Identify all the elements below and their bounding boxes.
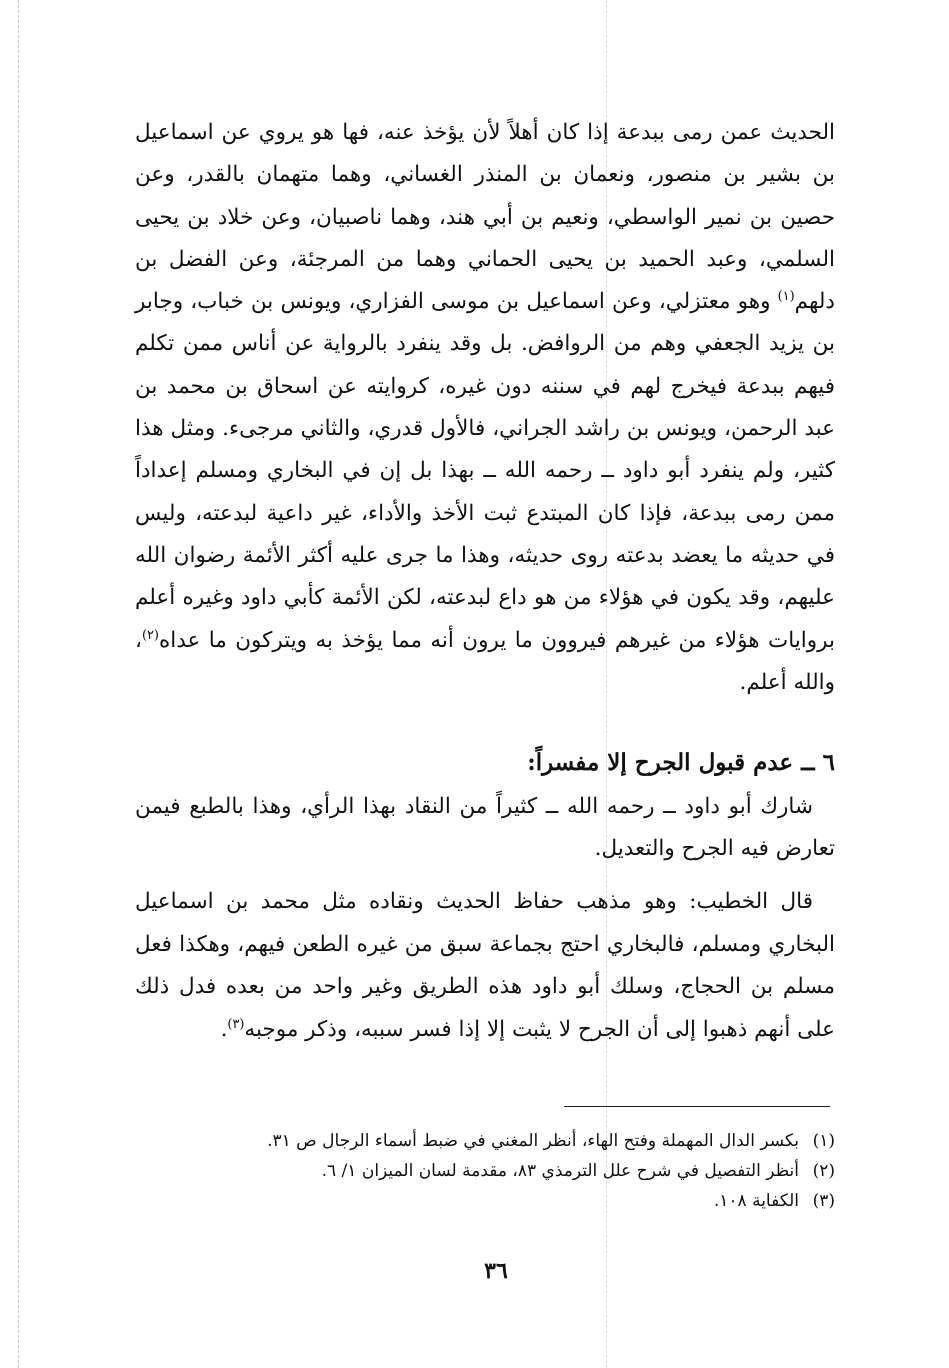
- footnote-item: [135, 1126, 835, 1156]
- footnote-text: أنظر التفصيل في شرح علل الترمذي ٨٣، مقدمة لسان الميزان ١/ ٦.: [321, 1161, 799, 1181]
- page-number: ٣٦: [484, 1258, 508, 1284]
- paragraph-3: [135, 881, 835, 1051]
- paragraph-1-text: الحديث عمن رمى ببدعة إذا كان أهلاً لأن يؤخذ عنه، فها هو يروي عن اسماعيل بن بشير بن منصور، ونعمان بن المنذر الغساني، وهما متهمان بالقدر، وعن حصين بن نمير الواسطي، ونعيم بن أبي هند، وهما ناصبيان، وعن خلاد بن يحيى السلمي، وعبد الحميد بن يحيى الحماني وهما من المرجئة، وعن الفضل بن دلهم: [135, 120, 835, 315]
- footnote-number: (٢): [812, 1161, 835, 1181]
- paragraph-1: [135, 112, 835, 704]
- paragraph-1-text-b: وهو معتزلي، وعن اسماعيل بن موسى الفزاري، ويونس بن خباب، وجابر بن يزيد الجعفي وهم من الروافض. بل وقد ينفرد بالرواية عن أناس ممن تكلم فيهم ببدعة فيخرج لهم في سننه دون غيره، كروايته عن اسحاق بن محمد بن عبد الرحمن، ويونس بن راشد الجراني، فالأول قدري، والثاني مرجىء. ومثل هذا كثير، ولم ينفرد أبو داود ــ رحمه الله ــ بهذا بل إن في البخاري ومسلم إعداداً ممن رمى ببدعة، فإذا كان المبتدع ثبت الأخذ والأداء، غير داعية لبدعته، وليس في حديثه ما يعضد بدعته روى حديثه، وهذا ما جرى عليه أكثر الأئمة رضوان الله عليهم، وقد يكون في هؤلاء من هو داع لبدعته، لكن الأئمة كأبي داود وغيره أعلم بروايات هؤلاء من غيرهم فيروون ما يرون أنه مما يؤخذ به ويتركون ما عداه: [135, 289, 835, 653]
- footnote-item: [135, 1156, 835, 1186]
- footnote-number: (١): [812, 1131, 835, 1151]
- footnote-text: بكسر الدال المهملة وفتح الهاء، أنظر المغني في ضبط أسماء الرجال ص ٣١.: [267, 1131, 799, 1151]
- footnote-number: (٣): [812, 1191, 835, 1211]
- footnote-separator: [564, 1106, 830, 1107]
- footnote-ref-1: (١): [777, 289, 795, 305]
- paragraph-1-text-c: ، والله أعلم.: [135, 627, 835, 695]
- paragraph-3-text: قال الخطيب: وهو مذهب حفاظ الحديث ونقاده مثل محمد بن اسماعيل البخاري ومسلم، فالبخاري احتج بجماعة سبق من غيره الطعن فيهم، وهكذا فعل مسلم بن الحجاج، وسلك أبو داود هذه الطريق وغير واحد من بعده فدل ذلك على أنهم ذهبوا إلى أن الجرح لا يثبت إلا إذا فسر سببه، وذكر موجبه: [135, 889, 835, 1042]
- section-heading: ٦ ــ عدم قبول الجرح إلا مفسراً:: [527, 749, 835, 776]
- paragraph-2: شارك أبو داود ــ رحمه الله ــ كثيراً من النقاد بهذا الرأي، وهذا بالطبع فيمن تعارض فيه الجرح والتعديل.: [135, 794, 835, 861]
- footnote-ref-2: (٢): [141, 627, 159, 643]
- footnote-item: [135, 1186, 835, 1216]
- paragraph-3-end: .: [220, 1016, 228, 1042]
- footnotes: [135, 1126, 835, 1216]
- footnote-ref-3: (٣): [227, 1016, 245, 1032]
- footnote-text: الكفاية ١٠٨.: [713, 1191, 799, 1211]
- scan-margin-line: [18, 0, 19, 1368]
